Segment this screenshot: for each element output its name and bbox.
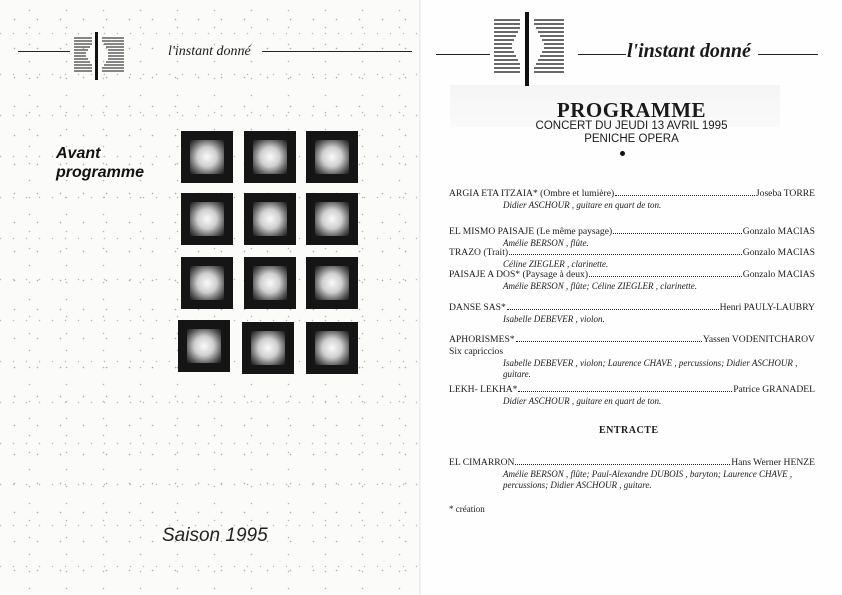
work-title: EL MISMO PAISAJE (Le même paysage) [449,226,613,237]
concert-date: CONCERT DU JEUDI 13 AVRIL 1995 [535,120,728,132]
work-title: EL CIMARRON [449,457,515,468]
artwork-square [306,193,358,245]
performers: Isabelle DEBEVER , violon. [503,314,605,324]
artwork-square [242,322,294,374]
composer-name: Henri PAULY-LAUBRY [719,302,815,313]
right-header-rule-mid [578,54,626,55]
programme-entry [449,268,815,292]
left-header-rule-left [18,51,70,52]
work-title: TRAZO (Trait) [449,247,509,258]
performers: Didier ASCHOUR , guitare en quart de ton. [503,200,662,210]
bullet-separator [620,151,625,156]
artwork-square [244,131,296,183]
artwork-square [181,131,233,183]
artwork-square [244,257,296,309]
programme-entry [449,246,815,270]
avant-programme-title: Avant programme [56,145,145,181]
brand-name: l'instant donné [627,40,751,62]
performers: Amélie BERSON , flûte; Paul-Alexandre DUBOIS , baryton; Laurence CHAVE , percussions; Didier ASCHOUR , guitare. [503,469,793,490]
work-title: LEKH- LEKHA* [449,384,518,395]
performers: Céline ZIEGLER , clarinette. [503,259,609,269]
composer-name: Hans Werner HENZE [731,457,815,468]
right-header-rule-right [758,54,818,55]
left-header-rule-right [262,51,412,52]
work-title: ARGIA ETA ITZAIA* (Ombre et lumière) [449,188,615,199]
composer-name: Gonzalo MACIAS [742,269,815,280]
concert-venue: PENICHE OPERA [584,133,679,145]
performers: Didier ASCHOUR , guitare en quart de ton. [503,396,662,406]
composer-name: Patrice GRANADEL [733,384,815,395]
work-subtitle: Six capriccios [449,346,504,357]
artwork-square [181,257,233,309]
work-title: DANSE SAS* [449,302,506,313]
composer-name: Gonzalo MACIAS [742,226,815,237]
programme-entry [449,187,815,211]
artwork-square [181,193,233,245]
programme-entry [449,301,815,325]
right-header-rule-left [436,54,490,55]
composer-name: Gonzalo MACIAS [742,247,815,258]
artwork-square [244,193,296,245]
composer-name: Joseba TORRE [755,188,815,199]
performers: Amélie BERSON , flûte; Céline ZIEGLER , clarinette. [503,281,697,291]
ensemble-logo [70,30,130,80]
artwork-square [306,322,358,374]
work-title: APHORISMES* [449,334,515,345]
footnote: * création [449,504,485,514]
programme-entry [449,383,815,407]
season-label: Saison 1995 [162,525,268,546]
performers: Amélie BERSON , flûte. [503,238,589,248]
artwork-square [178,320,230,372]
brand-name: l'instant donné [168,44,251,59]
ensemble-logo [490,12,570,86]
artwork-square [306,131,358,183]
performers: Isabelle DEBEVER , violon; Laurence CHAVE , percussions; Didier ASCHOUR , guitare. [503,358,798,379]
artwork-square [306,257,358,309]
programme-entry [449,456,815,491]
composer-name: Yassen VODENITCHAROV [702,334,815,345]
programme-entry [449,333,815,380]
work-title: PAISAJE A DOS* (Paysage à deux) [449,269,589,280]
programme-title: PROGRAMME [556,98,707,122]
intermission-label: ENTRACTE [599,425,659,436]
